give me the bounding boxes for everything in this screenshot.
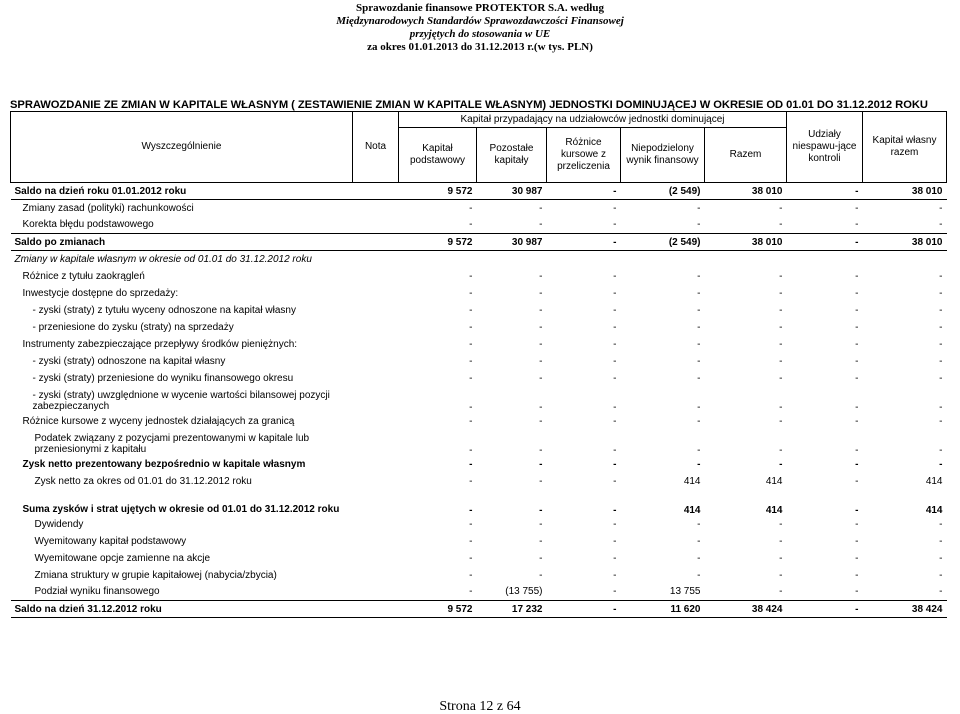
row-label: Saldo na dzień 31.12.2012 roku [11,601,353,618]
row-value: - [539,458,543,470]
row-value: - [939,535,943,547]
row-value: - [539,569,543,581]
row-value: - [539,321,543,333]
row-value: - [855,518,859,530]
row-value: - [547,601,621,618]
table-row [11,473,947,490]
row-label: Zysk netto za okres od 01.01 do 31.12.2012 roku [34,475,252,487]
row-value: (2 549) [621,234,705,251]
row-value: - [469,287,473,299]
table-row [11,217,947,234]
row-value: (2 549) [621,183,705,200]
row-value: - [855,321,859,333]
row-value: 38 424 [705,601,787,618]
row-value: - [613,372,617,384]
col-description-header: Wyszczególnienie [11,112,353,183]
row-value: - [939,355,943,367]
row-note [353,336,399,353]
row-value: - [939,304,943,316]
row-value: - [469,518,473,530]
row-value: - [613,444,617,456]
row-value [399,251,477,268]
row-value: - [855,202,859,214]
row-value: - [539,287,543,299]
table-row [11,584,947,601]
row-value: 38 010 [705,234,787,251]
row-value: - [779,321,783,333]
row-value: - [697,569,701,581]
row-value: 414 [925,475,943,487]
col-fx-diff-header: Różnice kursowe z przeliczenia [547,128,621,183]
row-label: Różnice z tytułu zaokrągleń [22,270,145,282]
row-note [353,302,399,319]
table-row [11,430,947,456]
footer-page-total: 64 [506,699,521,714]
row-value: - [855,535,859,547]
row-value: - [939,270,943,282]
row-value: 38 010 [863,183,947,200]
row-value: - [855,552,859,564]
row-label: Saldo po zmianach [11,234,353,251]
footer-page-number: 12 [479,699,494,714]
row-note [353,567,399,584]
row-label: Zmiany zasad (polityki) rachunkowości [22,202,194,214]
table-row [11,533,947,550]
row-value: - [697,287,701,299]
row-value: - [539,270,543,282]
row-value: - [787,601,863,618]
row-value: - [539,552,543,564]
row-value: - [697,458,701,470]
row-value: - [469,458,473,470]
row-value: - [469,415,473,427]
row-label: Instrumenty zabezpieczające przepływy środków pieniężnych: [22,338,298,350]
footer-separator: z [496,699,504,714]
row-value: - [469,219,473,231]
row-value: - [855,504,859,516]
col-retained-header: Niepodzielony wynik finansowy [621,128,705,183]
row-value: - [613,586,617,598]
row-value: - [613,518,617,530]
row-value: - [539,304,543,316]
row-label: Zysk netto prezentowany bezpośrednio w kapitale własnym [22,458,306,470]
row-value: - [855,270,859,282]
row-label: Saldo na dzień roku 01.01.2012 roku [11,183,353,200]
row-value: - [855,475,859,487]
row-value: - [469,401,473,413]
row-value: - [939,415,943,427]
row-value: 9 572 [399,183,477,200]
row-value: 30 987 [477,234,547,251]
table-row [11,183,947,200]
row-label: - zyski (straty) odnoszone na kapitał własny [32,355,226,367]
row-value: - [779,586,783,598]
row-note [353,200,399,217]
row-value: 11 620 [621,601,705,618]
row-value: - [855,219,859,231]
row-value: - [779,535,783,547]
row-note [353,456,399,473]
table-row [11,353,947,370]
row-value: - [787,234,863,251]
row-label: - zyski (straty) przeniesione do wyniku finansowego okresu [32,372,294,384]
row-value: - [469,270,473,282]
row-value: - [939,338,943,350]
row-value: - [855,586,859,598]
row-value: - [779,518,783,530]
group-header: Kapitał przypadający na udziałowców jednostki dominującej [399,112,787,128]
row-note [353,183,399,200]
row-value: - [469,444,473,456]
row-label: - przeniesione do zysku (straty) na sprzedaży [32,321,234,333]
document-header [0,2,960,54]
row-value: - [939,287,943,299]
row-value: - [939,444,943,456]
row-value: - [779,444,783,456]
table-row [11,601,947,618]
table-row [11,490,947,516]
row-value: - [469,475,473,487]
row-note [353,387,399,413]
row-label: Zmiana struktury w grupie kapitałowej (nabycia/zbycia) [34,569,277,581]
equity-changes-table [10,111,947,618]
row-value: - [939,552,943,564]
row-value: - [697,535,701,547]
row-label: Suma zysków i strat ujętych w okresie od 01.01 do 31.12.2012 roku [22,503,340,515]
row-value [547,251,621,268]
col-other-capital-header: Pozostałe kapitały [477,128,547,183]
page-footer [0,699,960,714]
row-value: - [939,401,943,413]
row-value: - [939,569,943,581]
row-value: 38 010 [705,183,787,200]
row-value: - [697,321,701,333]
row-value: - [539,338,543,350]
row-value: - [939,518,943,530]
row-value: - [697,372,701,384]
row-note [353,430,399,456]
row-value: 9 572 [399,601,477,618]
table-row [11,234,947,251]
row-value: - [697,219,701,231]
row-value: - [469,304,473,316]
row-value: - [787,183,863,200]
row-value: - [613,355,617,367]
row-value: - [855,287,859,299]
table-row [11,387,947,413]
row-note [353,533,399,550]
table-row [11,550,947,567]
table-header [11,112,947,183]
row-value: - [539,202,543,214]
row-value: - [469,321,473,333]
table-row [11,251,947,268]
header-line-4: za okres 01.01.2013 do 31.12.2013 r.(w tys. PLN) [367,41,593,53]
row-note [353,353,399,370]
row-value: - [613,304,617,316]
row-value: - [613,219,617,231]
row-value: - [613,338,617,350]
row-value: - [613,504,617,516]
row-value: - [939,458,943,470]
row-value: - [613,401,617,413]
table-row [11,302,947,319]
row-value: - [779,552,783,564]
row-value: - [613,535,617,547]
row-note [353,217,399,234]
row-value: - [855,372,859,384]
row-value: - [469,372,473,384]
row-value: - [855,338,859,350]
row-value: - [539,372,543,384]
row-value: (13 755) [505,586,543,598]
row-value: - [697,401,701,413]
row-value: - [613,270,617,282]
row-value: - [855,304,859,316]
row-label: Wyemitowany kapitał podstawowy [34,535,187,547]
row-note [353,584,399,601]
table-row [11,268,947,285]
row-value: - [697,355,701,367]
row-note [353,234,399,251]
row-value: - [539,415,543,427]
row-value: - [697,202,701,214]
row-value: - [939,586,943,598]
row-value: - [779,569,783,581]
table-body [11,183,947,618]
row-value: - [697,444,701,456]
row-value [863,251,947,268]
row-value: - [539,401,543,413]
row-value: - [547,234,621,251]
row-value: - [779,219,783,231]
row-value: - [939,321,943,333]
col-share-capital-header: Kapitał podstawowy [399,128,477,183]
row-value: 30 987 [477,183,547,200]
row-value: - [779,401,783,413]
row-value: - [855,569,859,581]
row-value: - [779,372,783,384]
row-value: - [469,504,473,516]
row-value: 414 [765,504,783,516]
row-value: - [779,458,783,470]
row-value: 17 232 [477,601,547,618]
row-value: - [779,415,783,427]
row-value: - [855,401,859,413]
row-note [353,490,399,516]
row-value: - [697,552,701,564]
row-value: - [547,183,621,200]
row-label: Różnice kursowe z wyceny jednostek działających za granicą [22,415,295,427]
section-title: SPRAWOZDANIE ZE ZMIAN W KAPITALE WŁASNYM ( ZESTAWIENIE ZMIAN W KAPITALE WŁASNYM) JEDNOSTKI DOMINUJĄCEJ W OKRESIE OD 01.01 DO 31.12.2012 ROKU [10,99,928,111]
row-value [787,251,863,268]
row-value: - [613,475,617,487]
row-value: 38 424 [863,601,947,618]
header-line-2: Międzynarodowych Standardów Sprawozdawczości Finansowej [336,15,624,27]
row-value: - [469,586,473,598]
row-note [353,601,399,618]
row-value: - [539,219,543,231]
table-row [11,567,947,584]
table-row [11,285,947,302]
header-line-3: przyjętych do stosowania w UE [409,28,551,40]
row-value: - [613,569,617,581]
row-value: - [855,444,859,456]
row-value: - [469,338,473,350]
row-value: - [613,202,617,214]
table-row [11,413,947,430]
row-note [353,550,399,567]
table-row [11,516,947,533]
row-value: 13 755 [669,586,701,598]
row-label: - zyski (straty) uwzględnione w wycenie wartości bilansowej pozycji zabezpieczanych [32,389,330,412]
row-value: - [779,304,783,316]
col-note-header: Nota [353,112,399,183]
row-value: - [539,504,543,516]
row-value: - [613,458,617,470]
row-value: 38 010 [863,234,947,251]
row-note [353,285,399,302]
table-row [11,319,947,336]
row-value: 414 [683,475,701,487]
row-value: - [539,444,543,456]
row-value: 414 [925,504,943,516]
row-value: - [779,287,783,299]
row-value: - [469,355,473,367]
header-line-1: Sprawozdanie finansowe PROTEKTOR S.A. według [356,2,604,14]
row-value [477,251,547,268]
row-note [353,268,399,285]
row-value: - [779,202,783,214]
table-row [11,370,947,387]
row-value: - [613,287,617,299]
row-value: - [697,338,701,350]
row-label: Podatek związany z pozycjami prezentowanymi w kapitale lub przeniesionymi z kapitału [34,432,310,455]
col-total-header: Razem [705,128,787,183]
row-value: 414 [765,475,783,487]
row-note [353,370,399,387]
row-value: - [697,270,701,282]
row-value: - [469,535,473,547]
row-value: - [855,458,859,470]
row-value [621,251,705,268]
row-value: - [697,304,701,316]
row-value: - [469,569,473,581]
row-label: Wyemitowane opcje zamienne na akcje [34,552,211,564]
row-value [705,251,787,268]
footer-prefix: Strona [439,699,476,714]
row-value: - [855,355,859,367]
table-row [11,200,947,217]
col-minority-header: Udziały niespawu-jące kontroli [787,112,863,183]
row-note [353,319,399,336]
row-value: - [855,415,859,427]
row-value: - [613,415,617,427]
row-value: - [939,202,943,214]
row-value: - [469,552,473,564]
col-equity-total-header: Kapitał własny razem [863,112,947,183]
row-value: - [469,202,473,214]
row-value: - [939,219,943,231]
row-value: - [539,355,543,367]
row-note [353,473,399,490]
row-value: - [613,552,617,564]
table-row [11,456,947,473]
row-value: - [779,270,783,282]
row-value: - [779,355,783,367]
row-value: 9 572 [399,234,477,251]
row-value: - [697,518,701,530]
row-value: - [539,535,543,547]
table-row [11,336,947,353]
row-value: - [613,321,617,333]
row-label: Korekta błędu podstawowego [22,219,154,231]
row-note [353,413,399,430]
row-label: - zyski (straty) z tytułu wyceny odnoszone na kapitał własny [32,304,296,316]
row-value: - [939,372,943,384]
row-value: - [779,338,783,350]
row-value: - [539,475,543,487]
row-label: Inwestycje dostępne do sprzedaży: [22,287,179,299]
row-note [353,516,399,533]
row-value: 414 [683,504,701,516]
row-label: Zmiany w kapitale własnym w okresie od 01.01 do 31.12.2012 roku [14,253,312,265]
row-label: Dywidendy [34,518,84,530]
row-value: - [697,415,701,427]
row-label: Podział wyniku finansowego [34,586,160,598]
row-value: - [539,518,543,530]
